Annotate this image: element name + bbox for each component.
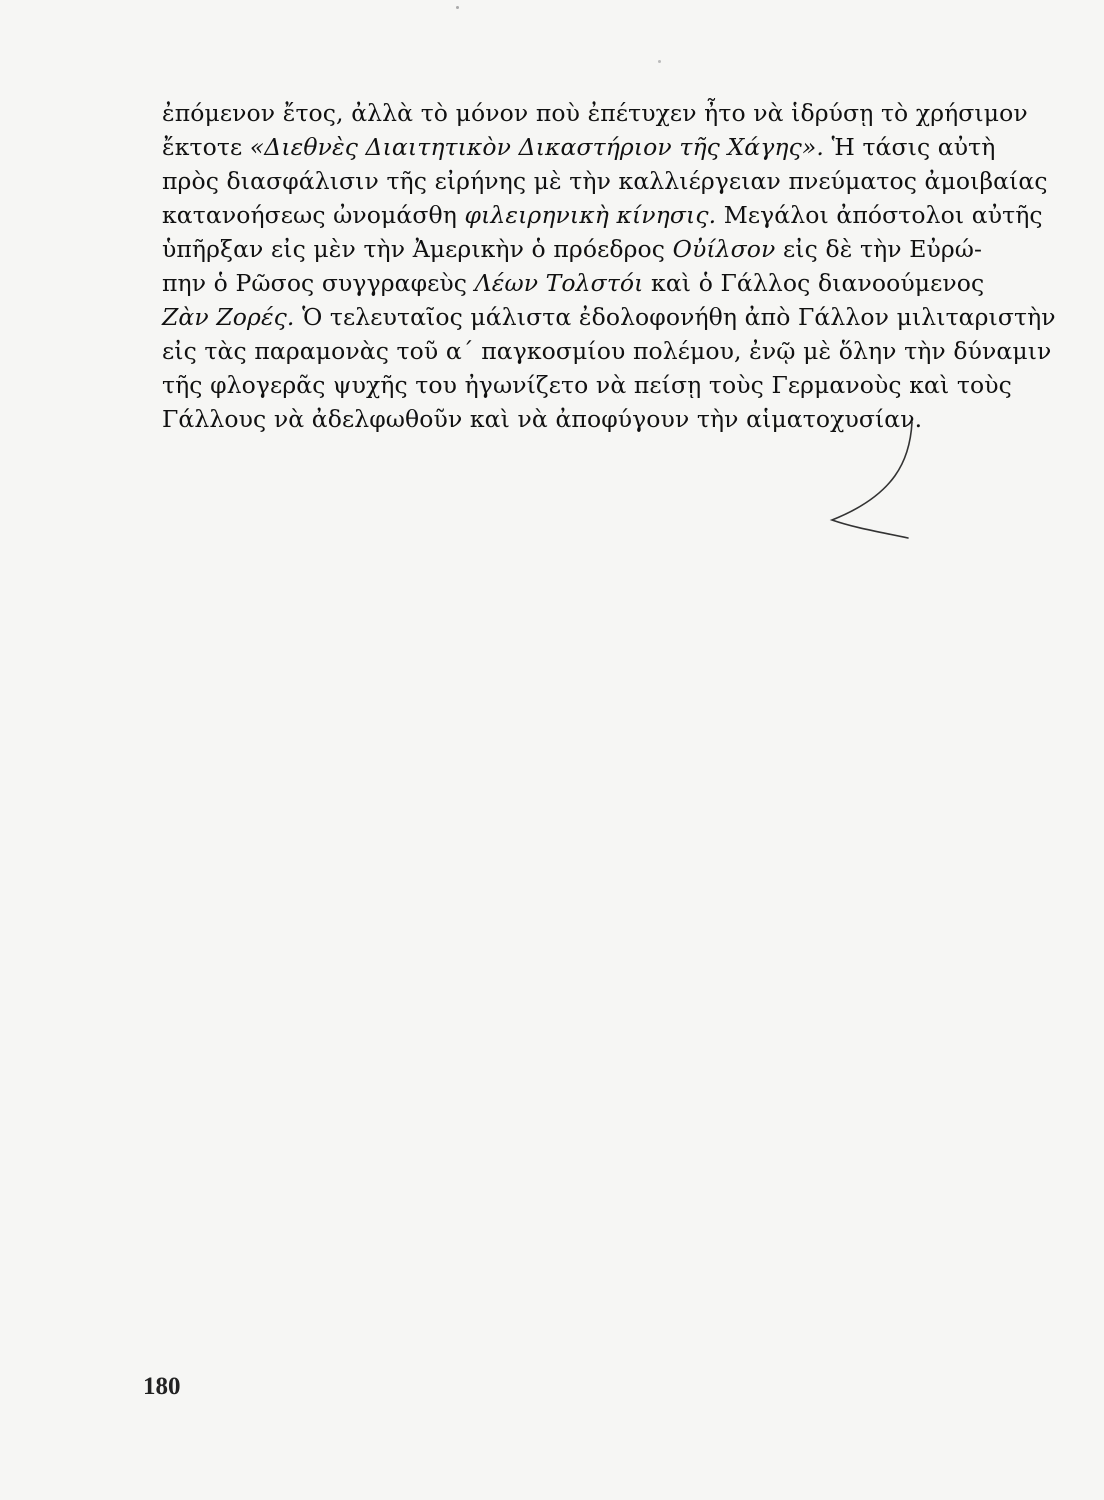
text-segment: καὶ ὁ Γάλλος διανοούμενος xyxy=(643,269,985,297)
text-line xyxy=(162,232,983,266)
text-line xyxy=(162,96,1028,130)
body-paragraph xyxy=(162,96,1056,436)
text-segment: Γάλλους νὰ ἀδελφωθοῦν καὶ νὰ ἀποφύγουν τὴν αἱματοχυσίαν. xyxy=(162,405,923,433)
text-segment: Μεγάλοι ἀπόστολοι αὐτῆς xyxy=(716,201,1043,229)
italic-text: Οὐίλσον xyxy=(672,235,776,263)
text-line xyxy=(162,300,1056,334)
text-line xyxy=(162,266,985,300)
text-segment: εἰς δὲ τὴν Εὐρώ- xyxy=(775,235,983,263)
text-segment: ὑπῆρξαν εἰς μὲν τὴν Ἀμερικὴν ὁ πρόεδρος xyxy=(162,235,673,263)
text-line xyxy=(162,368,1012,402)
text-segment: τῆς φλογερᾶς ψυχῆς του ἠγωνίζετο νὰ πείσῃ τοὺς Γερμανοὺς καὶ τοὺς xyxy=(162,371,1012,399)
italic-text: Ζὰν Ζορές. xyxy=(162,303,295,331)
italic-text: φιλειρηνικὴ κίνησις. xyxy=(464,201,717,229)
text-line xyxy=(162,164,1048,198)
scan-speck xyxy=(658,60,661,63)
text-segment: κατανοήσεως ὠνομάσθη xyxy=(162,201,465,229)
text-segment: εἰς τὰς παραμονὰς τοῦ α΄ παγκοσμίου πολέμου, ἐνῷ μὲ ὅλην τὴν δύναμιν xyxy=(162,337,1052,365)
handwritten-pen-mark xyxy=(800,420,940,560)
text-segment: Ἡ τάσις αὐτὴ xyxy=(823,133,996,161)
text-line xyxy=(162,198,1043,232)
text-segment: πρὸς διασφάλισιν τῆς εἰρήνης μὲ τὴν καλλιέργειαν πνεύματος ἀμοιβαίας xyxy=(162,167,1048,195)
italic-text: Λέων Τολστόι xyxy=(474,269,644,297)
scan-speck xyxy=(456,6,459,9)
text-segment: ἔκτοτε xyxy=(162,133,250,161)
italic-text: «Διεθνὲς Διαιτητικὸν Δικαστήριον τῆς Χάγης». xyxy=(249,133,824,161)
page-number: 180 xyxy=(143,1373,181,1400)
text-segment: Ὁ τελευταῖος μάλιστα ἐδολοφονήθη ἀπὸ Γάλλον μιλιταριστὴν xyxy=(294,303,1056,331)
text-line xyxy=(162,334,1052,368)
text-segment: ἐπόμενον ἔτος, ἀλλὰ τὸ μόνον ποὺ ἐπέτυχεν ἦτο νὰ ἱδρύσῃ τὸ χρήσιμον xyxy=(162,99,1028,127)
text-line xyxy=(162,130,996,164)
text-segment: πην ὁ Ρῶσος συγγραφεὺς xyxy=(162,269,475,297)
